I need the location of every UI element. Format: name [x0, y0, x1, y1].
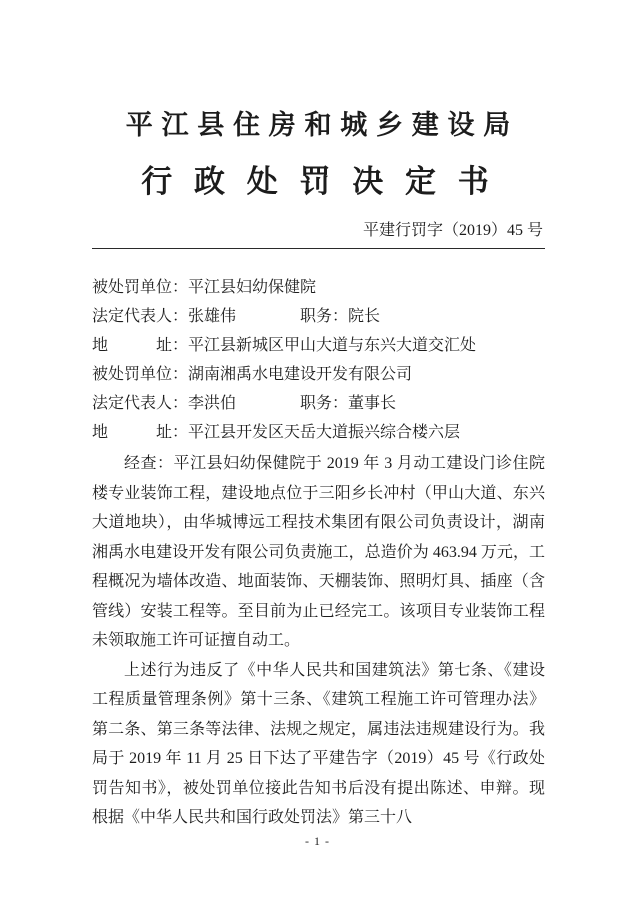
- fields-section: [92, 273, 545, 447]
- paragraph-legal-basis: 上述行为违反了《中华人民共和国建筑法》第七条、《建设工程质量管理条例》第十三条、《建筑工程施工许可管理办法》第二条、第三条等法律、法规之规定，属违法违规建设行为。我局于 2019 年 11 月 25 日下达了平建告字（2019）45 号《行政处罚告知书》，被处罚单位接此告知书后没有提出陈述、申辩。现根据《中华人民共和国行政处罚法》第三十八: [92, 661, 545, 826]
- field-row-legal-rep-1: 法定代表人：张雄伟 职务：院长: [92, 308, 381, 325]
- document-number: 平建行罚字（2019）45 号: [362, 222, 543, 239]
- page-number: - 1 -: [305, 834, 330, 848]
- paragraph-findings: 经查：平江县妇幼保健院于 2019 年 3 月动工建设门诊住院楼专业装饰工程，建设地点位于三阳乡长冲村（甲山大道、东兴大道地块），由华城博远工程技术集团有限公司负责设计，湖南湘禹水电建设开发有限公司负责施工，总造价为 463.94 万元，工程概况为墙体改造、地面装饰、天棚装饰、照明灯具、插座（含管线）安装工程等。至目前为止已经完工。该项目专业装饰工程未领取施工许可证擅自动工。: [92, 455, 545, 649]
- field-row-punished-unit-1: 被处罚单位：平江县妇幼保健院: [92, 279, 317, 296]
- body-text: [92, 449, 545, 833]
- document-title: 行 政 处 罚 决 定 书: [141, 164, 496, 199]
- agency-title: 平 江 县 住 房 和 城 乡 建 设 局: [125, 110, 512, 140]
- field-row-legal-rep-2: 法定代表人：李洪伯 职务：董事长: [92, 395, 397, 412]
- field-row-punished-unit-2: 被处罚单位：湖南湘禹水电建设开发有限公司: [92, 366, 413, 383]
- header-divider: [92, 248, 545, 249]
- field-row-address-2: 地 址：平江县开发区天岳大道振兴综合楼六层: [92, 424, 461, 441]
- field-row-address-1: 地 址：平江县新城区甲山大道与东兴大道交汇处: [92, 337, 477, 354]
